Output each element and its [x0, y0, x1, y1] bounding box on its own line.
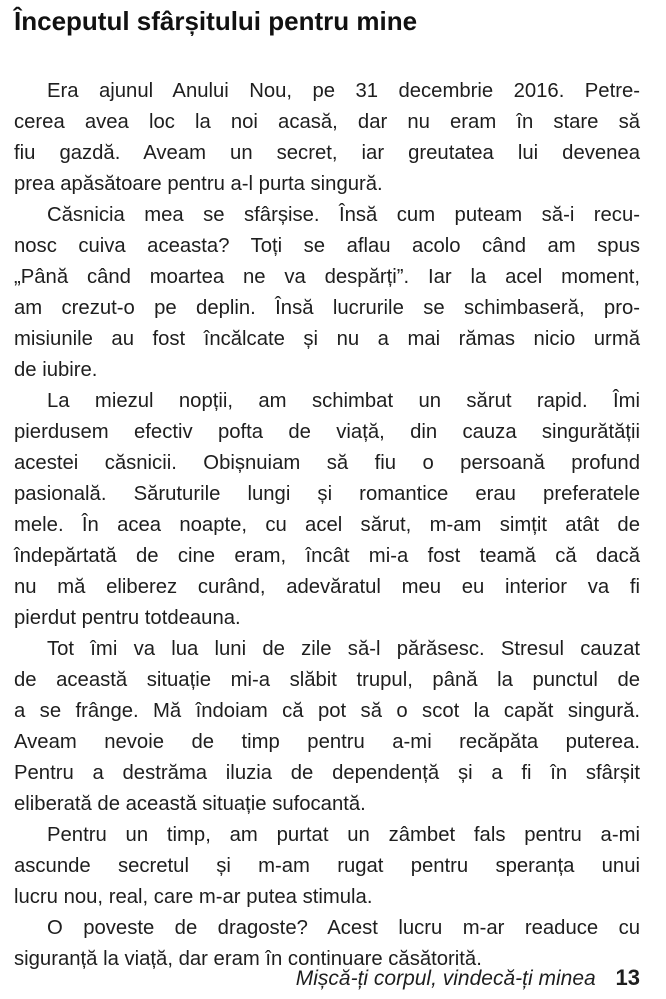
paragraph-line: îndepărtată de cine eram, încât mi-a fost teamă că dacă [14, 545, 640, 567]
body-text [14, 76, 640, 975]
paragraph-line: nosc cuiva aceasta? Toți se aflau acolo când am spus [14, 235, 640, 257]
paragraph-line: Căsnicia mea se sfârșise. Însă cum puteam să-i recu- [47, 204, 640, 226]
paragraph-line: pierdusem efectiv pofta de viață, din cauza singurătății [14, 421, 640, 443]
running-footer-book-title: Mișcă-ți corpul, vindecă-ți minea [295, 967, 596, 990]
page-footer [296, 964, 640, 992]
paragraph-line: „Până când moartea ne va despărți”. Iar la acel moment, [14, 266, 640, 288]
paragraph-line: a se frânge. Mă îndoiam că pot să o scot la capăt singură. [14, 700, 640, 722]
paragraph-line: nu mă eliberez curând, adevăratul meu eu interior va fi [14, 576, 640, 598]
paragraph-line: fiu gazdă. Aveam un secret, iar greutatea lui devenea [14, 142, 640, 164]
paragraph-line: pierdut pentru totdeauna. [14, 607, 241, 629]
paragraph-line: prea apăsătoare pentru a-l purta singură. [14, 173, 383, 195]
paragraph-line: Pentru un timp, am purtat un zâmbet fals pentru a-mi [47, 824, 640, 846]
paragraph-line: La miezul nopții, am schimbat un sărut rapid. Îmi [47, 390, 640, 412]
paragraph-line: eliberată de această situație sufocantă. [14, 793, 366, 815]
section-title: Începutul sfârșitului pentru mine [14, 6, 418, 36]
paragraph-line: Tot îmi va lua luni de zile să-l părăsesc. Stresul cauzat [47, 638, 640, 660]
paragraph-line: misiunile au fost încălcate și nu a mai rămas nicio urmă [14, 328, 640, 350]
paragraph-line: ascunde secretul și m-am rugat pentru speranța unui [14, 855, 640, 877]
paragraph-line: O poveste de dragoste? Acest lucru m-ar readuce cu [47, 917, 640, 939]
paragraph-line: Aveam nevoie de timp pentru a-mi recăpăta puterea. [14, 731, 640, 753]
paragraph-line: pasională. Săruturile lungi și romantice erau preferatele [14, 483, 640, 505]
paragraph-line: de iubire. [14, 359, 98, 381]
paragraph-line: am crezut-o pe deplin. Însă lucrurile se schimbaseră, pro- [14, 297, 640, 319]
paragraph-line: Era ajunul Anului Nou, pe 31 decembrie 2016. Petre- [47, 80, 640, 102]
page-number: 13 [615, 965, 640, 990]
paragraph-line: siguranță la viață, dar eram în continuare căsătorită. [14, 948, 482, 970]
paragraph-line: Pentru a destrăma iluzia de dependență și a fi în sfârșit [14, 762, 640, 784]
paragraph-line: acestei căsnicii. Obișnuiam să fiu o persoană profund [14, 452, 640, 474]
paragraph-line: cerea avea loc la noi acasă, dar nu eram în stare să [14, 111, 640, 133]
paragraph-line: mele. În acea noapte, cu acel sărut, m-am simțit atât de [14, 514, 640, 536]
paragraph-line: de această situație mi-a slăbit trupul, până la punctul de [14, 669, 640, 691]
paragraph-line: lucru nou, real, care m-ar putea stimula. [14, 886, 373, 908]
